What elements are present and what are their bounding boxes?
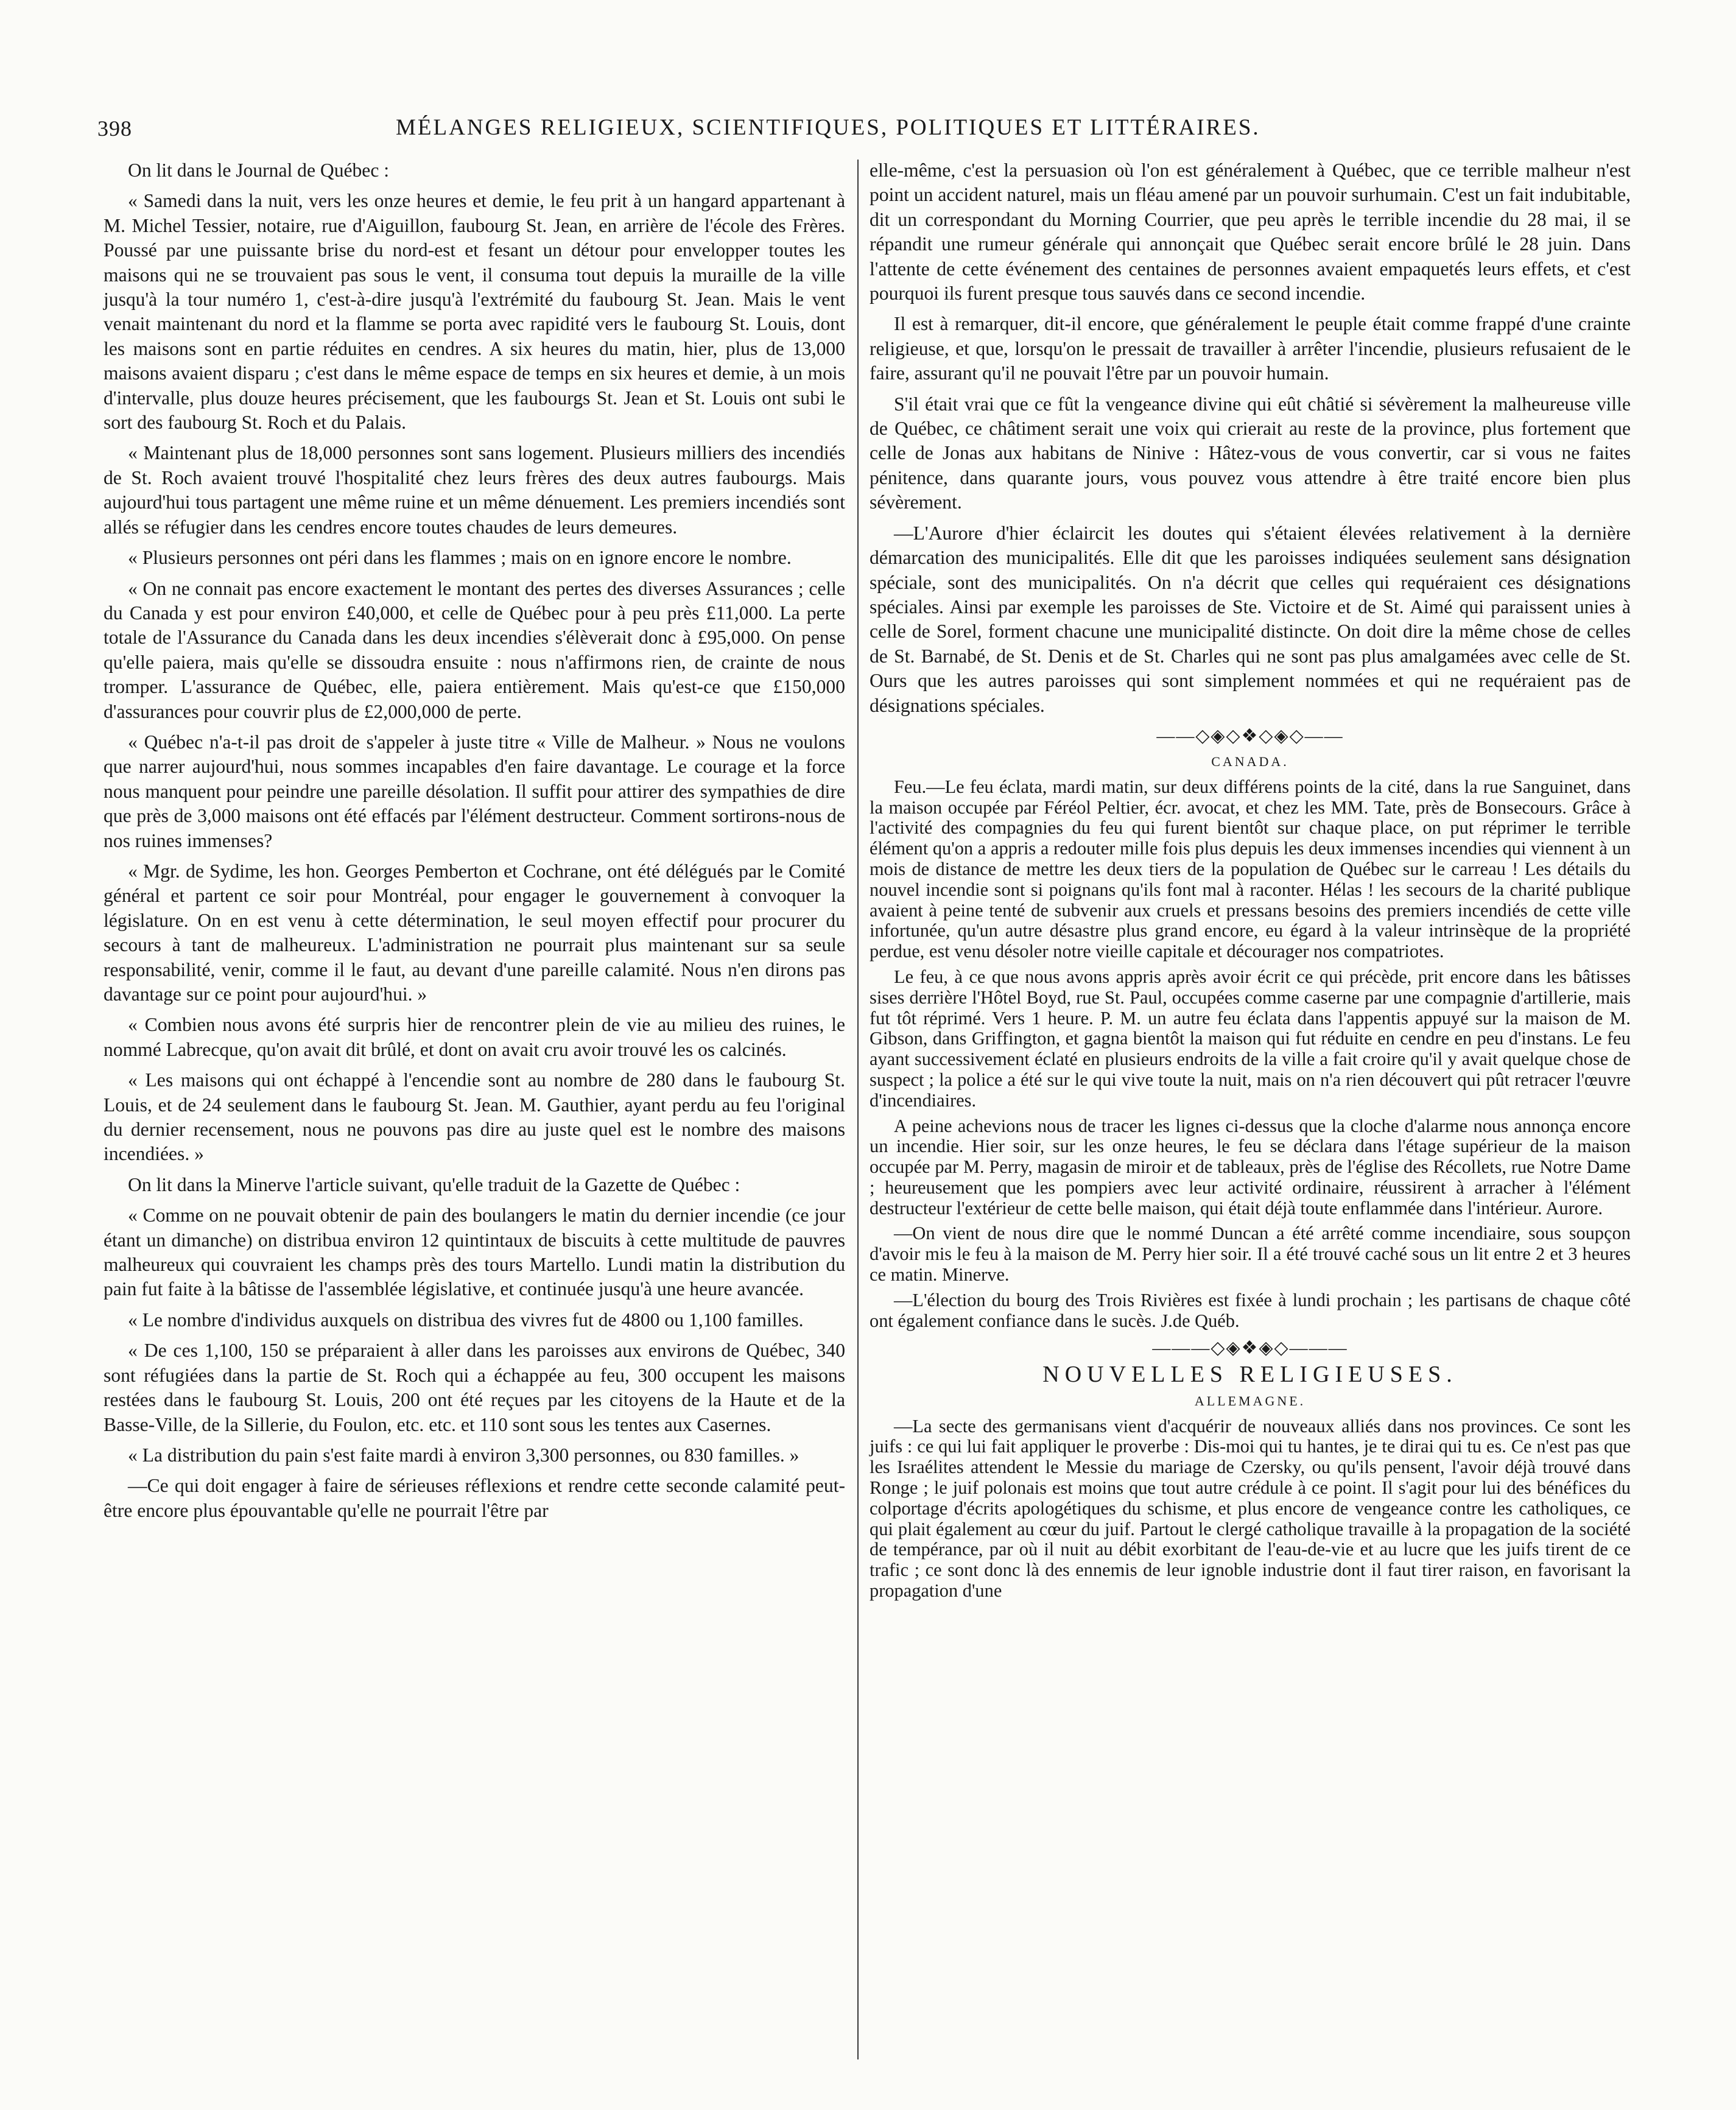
- paragraph: « De ces 1,100, 150 se préparaient à aller dans les paroisses aux environs de Québec, 340 sont réfugiées dans la partie de St. Roch qui a échappée au feu, 300 occupent les maisons restées dans le faubourg St. Louis, 200 ont été reçues par les citoyens de la Haute et de la Basse-Ville, de la Sillerie, du Foulon, etc. etc. et 110 sont sous les tentes aux Casernes.: [104, 1340, 845, 1435]
- ornament-divider: ——◇◈◇❖◇◈◇——: [1156, 725, 1344, 746]
- paragraph: —L'Aurore d'hier éclaircit les doutes qui s'étaient élevées relativement à la dernière démarcation des municipalités. Elle dit que les paroisses indiquées seulement sans désignation spéciale, sont des municipalités. On n'a décrit que celles qui requéraient ces désignations spéciales. Ainsi par exemple les paroisses de Ste. Victoire et de St. Aimé qui paraissent unies à celle de Sorel, forment chacune une municipalité distincte. On doit dire la même chose de celles de St. Barnabé, de St. Denis et de St. Charles qui ne sont pas plus amalgamées avec celle de St. Ours que les autres paroisses qui sont simplement nommées et qui ne requéraient pas de désignations spéciales.: [870, 522, 1631, 716]
- left-column: [104, 158, 845, 1529]
- paragraph: —On vient de nous dire que le nommé Duncan a été arrêté comme incendiaire, sous soupçon d'avoir mis le feu à la maison de M. Perry hier soir. Il a été trouvé caché sous un lit entre 2 et 3 heures ce matin. Minerve.: [870, 1223, 1631, 1285]
- paragraph: —L'élection du bourg des Trois Rivières est fixée à lundi prochain ; les partisans de chaque côté ont également confiance dans le sucès. J.de Québ.: [870, 1289, 1631, 1331]
- paragraph: « Plusieurs personnes ont péri dans les flammes ; mais on en ignore encore le nombre.: [128, 547, 792, 569]
- paragraph: « Combien nous avons été surpris hier de rencontrer plein de vie au milieu des ruines, le nommé Labrecque, qu'on avait dit brûlé, et dont on avait cru avoir trouvé les os calcinés.: [104, 1014, 845, 1060]
- ornament-divider: ———◇◈❖◈◇———: [1152, 1338, 1348, 1359]
- paragraph: A peine achevions nous de tracer les lignes ci-dessus que la cloche d'alarme nous annonça encore un incendie. Hier soir, sur les onze heures, le feu se déclara dans l'étage supérieur de la maison occupée par M. Perry, magasin de miroir et de tableaux, près de l'église des Récollets, rue Notre Dame ; heureusement que les pompiers avec leur activité ordinaire, réussirent à arracher à l'élément destructeur l'extérieur de cette belle maison, qui était déjà toute enflammée dans l'intérieur. Aurore.: [870, 1115, 1631, 1219]
- paragraph: Feu.—Le feu éclata, mardi matin, sur deux différens points de la cité, dans la rue Sanguinet, dans la maison occupée par Féréol Peltier, écr. avocat, et chez les MM. Tate, près de Bonsecours. Grâce à l'activité des compagnies du feu qui furent bientôt sur chaque place, on put réprimer le terrible élément qu'on a appris a redouter mille fois plus depuis les deux immenses incendies qui viennent à un mois de distance de mettre les deux tiers de la population de Québec sur le carreau ! Les détails du nouvel incendie sont si poignans qu'ils font mal à raconter. Hélas ! les secours de la charité publique avaient à peine tenté de subvenir aux cruels et pressans besoins des premiers incendiés de cette ville infortunée, qu'un autre désastre plus grand encore, eu égard à la valeur intrinsèque de la propriété perdue, est venu désoler notre vieille capitale et décourager nos compatriotes.: [870, 776, 1631, 962]
- paragraph: S'il était vrai que ce fût la vengeance divine qui eût châtié si sévèrement la malheureuse ville de Québec, ce châtiment serait une voix qui crierait au reste de la province, plus fortement que celle de Jonas aux habitans de Ninive : Hâtez-vous de vous convertir, car si vous ne faites pénitence, dans quarante jours, vous pouvez vous attendre à être traité encore bien plus sévèrement.: [870, 393, 1631, 513]
- paragraph: —Ce qui doit engager à faire de sérieuses réflexions et rendre cette seconde calamité peut-être encore plus épouvantable qu'elle ne pourrait l'être par: [104, 1475, 845, 1521]
- paragraph: Il est à remarquer, dit-il encore, que généralement le peuple était comme frappé d'une crainte religieuse, et que, lorsqu'on le pressait de travailler à arrêter l'incendie, plusieurs refusaient de le faire, assurant qu'il ne pouvait l'être par un pouvoir humain.: [870, 313, 1631, 384]
- paragraph: On lit dans le Journal de Québec :: [128, 160, 390, 181]
- paragraph: —La secte des germanisans vient d'acquérir de nouveaux alliés dans nos provinces. Ce sont les juifs : ce qui lui fait appliquer le proverbe : Dis-moi qui tu hantes, je te dirai qui tu es. Ce n'est pas que les Israélites attendent le Messie du mariage de Czersky, ou qu'ils pensent, l'avoir déjà trouvé dans Ronge ; le juif polonais est moins que tout autre crédule à ce point. Il s'agit pour lui des bénéfices du colportage d'écrits apologétiques du schisme, et plus encore de vengeance contre les catholiques, ce qui plait également au cœur du juif. Partout le clergé catholique travaille à la propagation de la société de tempérance, par où il nuit au débit exorbitant de l'eau-de-vie et au lucre que les juifs tirent de ce trafic ; ce sont donc là des ennemis de leur ignoble industrie dont il faut tirer raison, en favorisant la propagation d'une: [870, 1415, 1631, 1602]
- column-divider: [857, 160, 859, 2059]
- paragraph: « Le nombre d'individus auxquels on distribua des vivres fut de 4800 ou 1,100 familles.: [128, 1309, 804, 1331]
- paragraph: « Samedi dans la nuit, vers les onze heures et demie, le feu prit à un hangard appartenant à M. Michel Tessier, notaire, rue d'Aiguillon, faubourg St. Jean, en arrière de l'école des Frères. Poussé par une puissante brise du nord-est et fesant un détour pour envelopper toutes les maisons qui ne se trouvaient pas sous le vent, il consuma tout depuis la muraille de la ville jusqu'à la tour numéro 1, c'est-à-dire jusqu'à l'extrémité du faubourg St. Jean. Mais le vent venait maintenant du nord et la flamme se porta avec rapidité vers le faubourg St. Louis, dont les maisons sont en partie réduites en cendres. A six heures du matin, hier, plus de 13,000 maisons avaient disparu ; c'est dans le même espace de temps en six heures et demie, à un mois d'intervalle, plus douze heures précisement, que les faubourgs St. Jean et St. Louis ont subi le sort des faubourg St. Roch et du Palais.: [104, 190, 845, 434]
- paragraph: « Mgr. de Sydime, les hon. Georges Pemberton et Cochrane, ont été délégués par le Comité général et partent ce soir pour Montréal, pour engager le gouvernement à convoquer la législature. On en est venu à cette détermination, le seul moyen effectif pour procurer du secours à tant de malheureux. L'administration ne pourrait plus maintenant sur sa seule responsabilité, venir, comme il le faut, au devant d'une pareille calamité. Nous n'en dirons pas davantage sur ce point pour aujourd'hui. »: [104, 860, 845, 1005]
- paragraph: elle-même, c'est la persuasion où l'on est généralement à Québec, que ce terrible malheur n'est point un accident naturel, mais un fléau amené par un pouvoir surhumain. C'est un fait indubitable, dit un correspondant du Morning Courrier, que peu après le terrible incendie du 28 mai, il se répandit une rumeur générale qui annonçait que Québec serait encore brûlé le 28 juin. Dans l'attente de cette événement des centaines de personnes avaient empaquetés leurs effets, et c'est pourquoi ils furent presque tous sauvés dans ce second incendie.: [870, 160, 1631, 304]
- paragraph: On lit dans la Minerve l'article suivant, qu'elle traduit de la Gazette de Québec :: [128, 1173, 740, 1195]
- page-number: 398: [97, 116, 132, 141]
- paragraph: « Maintenant plus de 18,000 personnes sont sans logement. Plusieurs milliers des incendiés de St. Roch avaient trouvé l'hospitalité chez leurs frères des deux autres faubourgs. Mais aujourd'hui tous partagent une même ruine et un même dénuement. Les premiers incendiés sont allés se réfugier dans les cendres encore toutes chaudes de leurs demeures.: [104, 442, 845, 538]
- paragraph: « Québec n'a-t-il pas droit de s'appeler à juste titre « Ville de Malheur. » Nous ne voulons que narrer aujourd'hui, nous sommes incapables d'en faire davantage. Le courage et la force nous manquent pour peindre une pareille désolation. Il suffit pour attirer des sympathies de dire que près de 3,000 maisons ont été effacés par l'élément destructeur. Comment sortirons-nous de nos ruines immenses?: [104, 731, 845, 851]
- section-label-canada: CANADA.: [1211, 754, 1289, 770]
- paragraph: Le feu, à ce que nous avons appris après avoir écrit ce qui précède, prit encore dans les bâtisses sises derrière l'Hôtel Boyd, rue St. Paul, occupées comme caserne par une compagnie d'artillerie, mais fut tôt réprimé. Vers 1 heure. P. M. un autre feu éclata dans l'appentis appuyé sur la maison de M. Gibson, dans Griffington, et gagna bientôt la maison qui fut réduite en cendre en peu d'instans. Le feu ayant successivement éclaté en plusieurs endroits de la ville a fait croire qu'il y avait quelque chose de suspect ; la police a été sur le qui vive toute la nuit, mais on n'a rien découvert qui pût retracer l'œuvre d'incendiaires.: [870, 966, 1631, 1111]
- page-header: [79, 111, 1638, 147]
- right-column: [870, 158, 1631, 1606]
- paragraph: « Les maisons qui ont échappé à l'encendie sont au nombre de 280 dans le faubourg St. Louis, et de 24 seulement dans le faubourg St. Jean. M. Gauthier, ayant perdu au feu l'original du dernier recensement, nous ne pouvons pas dire au juste quel est le nombre des maisons incendiées. »: [104, 1069, 845, 1165]
- section-title-nouvelles-religieuses: NOUVELLES RELIGIEUSES.: [1042, 1361, 1458, 1387]
- paragraph: « Comme on ne pouvait obtenir de pain des boulangers le matin du dernier incendie (ce jour étant un dimanche) on distribua environ 12 quintintaux de biscuits à cette multitude de pauvres malheureux qui couvraient les champs près des tours Martello. Lundi matin la distribution du pain fut faite à la bâtisse de l'assemblée législative, et continuée jusqu'à une heure avancée.: [104, 1204, 845, 1300]
- running-title: MÉLANGES RELIGIEUX, SCIENTIFIQUES, POLITIQUES ET LITTÉRAIRES.: [396, 115, 1260, 140]
- section-label-allemagne: ALLEMAGNE.: [1194, 1393, 1306, 1409]
- paragraph: « On ne connait pas encore exactement le montant des pertes des diverses Assurances ; celle du Canada y est pour environ £40,000, et celle de Québec pour à peu près £11,000. La perte totale de l'Assurance du Canada dans les deux incendies s'élèverait donc à £95,000. On pense qu'elle paiera, mais qu'elle se dissoudra ensuite : nous n'affirmons rien, de crainte de nous tromper. L'assurance de Québec, elle, paiera entièrement. Mais qu'est-ce que £150,000 d'assurances pour couvrir plus de £2,000,000 de perte.: [104, 577, 845, 722]
- paragraph: « La distribution du pain s'est faite mardi à environ 3,300 personnes, ou 830 familles. »: [128, 1444, 799, 1466]
